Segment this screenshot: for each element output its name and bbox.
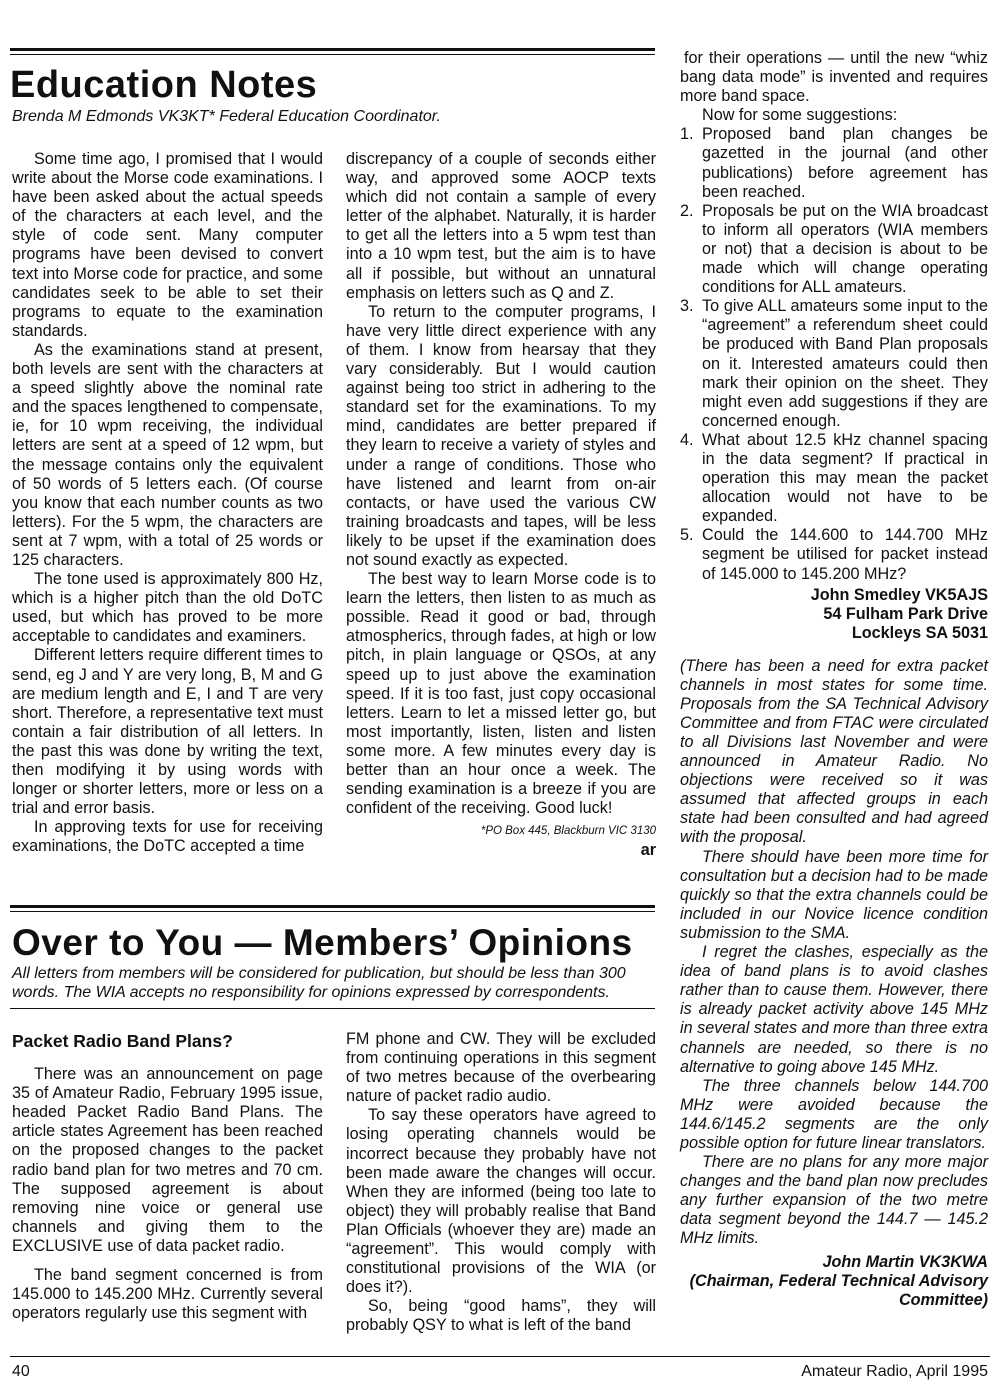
education-paragraph: To return to the computer programs, I have very little direct experience with any of them. I know from hearsay that they vary considerably. But I would caution against being too strict in adhering to the standard set for the examinations. To my mind, candidates are better prepared if they learn to receive a variety of styles and under a range of conditions. Those who have listened and learnt from on-air contacts, or have used the various CW training broadcasts and tapes, will be less likely to be upset if the examination does not sound exactly as expected.	[346, 302, 656, 569]
suggestion-text: What about 12.5 kHz channel spacing in the data segment? If practical in operation this may mean the packet allocation would not have to be expanded.	[702, 430, 988, 526]
suggestion-number: 5.	[680, 526, 694, 545]
education-byline: Brenda M Edmonds VK3KT* Federal Education Coordinator.	[12, 108, 441, 125]
editor-reply: There are no plans for any more major changes and the band plan now precludes any further expansion of the two metre data segment beyond the 144.7 — 145.2 MHz limits.	[680, 1153, 988, 1248]
signature-title: (Chairman, Federal Technical Advisory	[689, 1271, 988, 1290]
education-top-rule	[10, 48, 655, 51]
reply-signature	[680, 1253, 988, 1310]
education-paragraph: Some time ago, I promised that I would write about the Morse code examinations. I have been asked about the actual speeds of the characters at each level, and the style of code sent. Many computer programs have been devised to convert text into Morse code for practice, and some candidates seek to be able to set their programs to equate to the examination standards.	[12, 150, 323, 340]
opinions-column-2	[346, 1030, 656, 1336]
letter-paragraph: The band segment concerned is from 145.000 to 145.200 MHz. Currently several operators regularly use this segment with	[12, 1266, 323, 1323]
education-paragraph: discrepancy of a couple of seconds either way, and approved some AOCP texts which did not contain a sample of every letter of the alphabet. Naturally, it is harder to get all the letters into a 5 wpm test than into a 10 wpm test, but the aim is to have all if possible, but without an unnatural emphasis on letters such as Q and Z.	[346, 150, 656, 302]
education-top-rule-thin	[10, 54, 655, 55]
suggestion-number: 4.	[680, 430, 694, 449]
letter-paragraph: So, being “good hams”, they will probably QSY to what is left of the band	[346, 1297, 656, 1335]
suggestions-intro: Now for some suggestions:	[702, 106, 898, 125]
author-address: *PO Box 445, Blackburn VIC 3130	[480, 825, 656, 838]
editor-reply: (There has been a need for extra packet channels in most states for some time. Proposals from the SA Technical Advisory Committee and from FTAC were circulated to all Divisions last November and were announced in Amateur Radio. No objections were received so it was assumed that affected groups in each state had been consulted and had agreed with the proposal.	[680, 656, 988, 847]
suggestion-item	[680, 297, 988, 431]
suggestion-number: 3.	[680, 297, 694, 316]
opinions-title: Over to You — Members’ Opinions	[12, 922, 633, 963]
letter-paragraph: To say these operators have agreed to losing operating channels would be incorrect because they probably have not been made aware the changes will occur. When they are informed (being too late to object) they will probably realise that Band Plan Officials (whoever they are) made an “agreement”. This would comply with constitutional provisions of the WIA (or does it?).	[346, 1106, 656, 1297]
education-paragraph: Different letters require different times to send, eg J and Y are very long, B, M and G are medium length and E, I and T are very short. Therefore, a representative text must contain a fair distribution of all letters. In the past this was done by writing the text, then modifying it by using words with longer or shorter letters, more or less on a trial and error basis.	[12, 646, 323, 818]
education-title: Education Notes	[10, 64, 318, 106]
signature-title: Committee)	[898, 1290, 988, 1309]
letter-paragraph: There was an announcement on page 35 of Amateur Radio, February 1995 issue, headed Packet Radio Band Plans. The article states Agreement has been reached on the proposed changes to the packet radio band plan for two metres and 70 cm. The supposed agreement is about removing nine voice or general use channels and giving them to the EXCLUSIVE use of data packet radio.	[12, 1065, 323, 1255]
suggestion-item	[680, 526, 988, 583]
suggestions-list	[680, 125, 988, 583]
letter-continued: for their operations — until the new “whiz bang data mode” is invented and requires more band space.	[680, 49, 988, 106]
education-column-2	[346, 150, 656, 860]
suggestion-text: Could the 144.600 to 144.700 MHz segment be utilised for packet instead of 145.000 to 145.200 MHz?	[702, 526, 988, 583]
signature-name: John Martin VK3KWA	[822, 1252, 988, 1271]
education-paragraph: The best way to learn Morse code is to learn the letters, then listen to as much as possible. Read it good or bad, through atmospherics, through fades, at high or low pitch, in plain language or QSOs, at any speed up to just above the examination speed. If it is too fast, just copy occasional letters. Learn to let a missed letter go, but most importantly, listen, listen and listen some more. A few minutes every day is better than an hour once a week. The sending examination is a breeze if you are confident of the receiving. Good luck!	[346, 570, 656, 818]
letter-signature	[680, 586, 988, 643]
opinions-intro-rule	[10, 1008, 655, 1009]
education-column-1	[12, 150, 323, 856]
opinions-top-rule	[10, 905, 655, 908]
publication-info: Amateur Radio, April 1995	[801, 1363, 988, 1380]
editor-reply: I regret the clashes, especially as the idea of band plans is to avoid clashes rather than to cause them. However, there is already packet activity above 145 MHz in several states and more than three extra channels are needed, so there is no alternative to going above 145 MHz.	[680, 943, 988, 1076]
education-paragraph: As the examinations stand at present, both levels are sent with the characters at a speed slightly above the nominal rate and the spaces lengthened to compensate, ie, for 10 wpm receiving, the individual letters are sent at a speed of 12 wpm, but the message contains only the equivalent of 50 words of 5 letters each. (Of course you know that each number counts as two letters). For the 5 wpm, the characters are sent at 7 wpm, with a total of 25 words or 125 characters.	[12, 340, 323, 569]
signature-name: John Smedley VK5AJS	[810, 585, 988, 604]
suggestion-text: To give ALL amateurs some input to the “agreement” a referendum sheet could be produced with Band Plan proposals on it. Interested amateurs could then mark their opinion on the sheet. They might even add suggestions if they are concerned enough.	[702, 297, 988, 430]
suggestion-number: 1.	[680, 125, 694, 144]
page-number: 40	[12, 1363, 30, 1380]
suggestion-item	[680, 125, 988, 201]
opinions-intro: All letters from members will be considered for publication, but should be less than 300 words. The WIA accepts no responsibility for opinions expressed by correspondents.	[12, 965, 626, 1001]
letter-paragraph: FM phone and CW. They will be excluded from continuing operations in this segment of two metres because of the overbearing nature of packet radio audio.	[346, 1030, 656, 1106]
editor-reply: The three channels below 144.700 MHz were avoided because the 144.6/145.2 segments are the only possible option for future linear translators.	[680, 1076, 988, 1152]
suggestion-text: Proposed band plan changes be gazetted in the journal (and other publications) before agreement has been reached.	[702, 125, 988, 201]
footer-rule	[10, 1356, 990, 1357]
suggestion-item	[680, 202, 988, 297]
article-end-mark: ar	[640, 841, 656, 860]
education-paragraph: In approving texts for use for receiving examinations, the DoTC accepted a time	[12, 818, 323, 856]
signature-address: Lockleys SA 5031	[851, 623, 988, 642]
editor-reply: There should have been more time for consultation but a decision had to be made quickly so that the extra channels could be included in our Novice licence condition submission to the SMA.	[680, 847, 988, 942]
opinions-top-rule-thin	[10, 911, 655, 912]
right-column	[680, 49, 988, 1310]
signature-address: 54 Fulham Park Drive	[823, 604, 988, 623]
letter-heading: Packet Radio Band Plans?	[12, 1031, 233, 1051]
opinions-column-1	[12, 1032, 323, 1323]
suggestion-number: 2.	[680, 201, 694, 220]
education-paragraph: The tone used is approximately 800 Hz, which is a higher pitch than the old DoTC used, but which has proved to be more acceptable to candidates and examiners.	[12, 570, 323, 646]
suggestion-text: Proposals be put on the WIA broadcast to inform all operators (WIA members or not) that a decision is about to be made which will change operating conditions for ALL amateurs.	[702, 201, 988, 297]
suggestion-item	[680, 431, 988, 526]
